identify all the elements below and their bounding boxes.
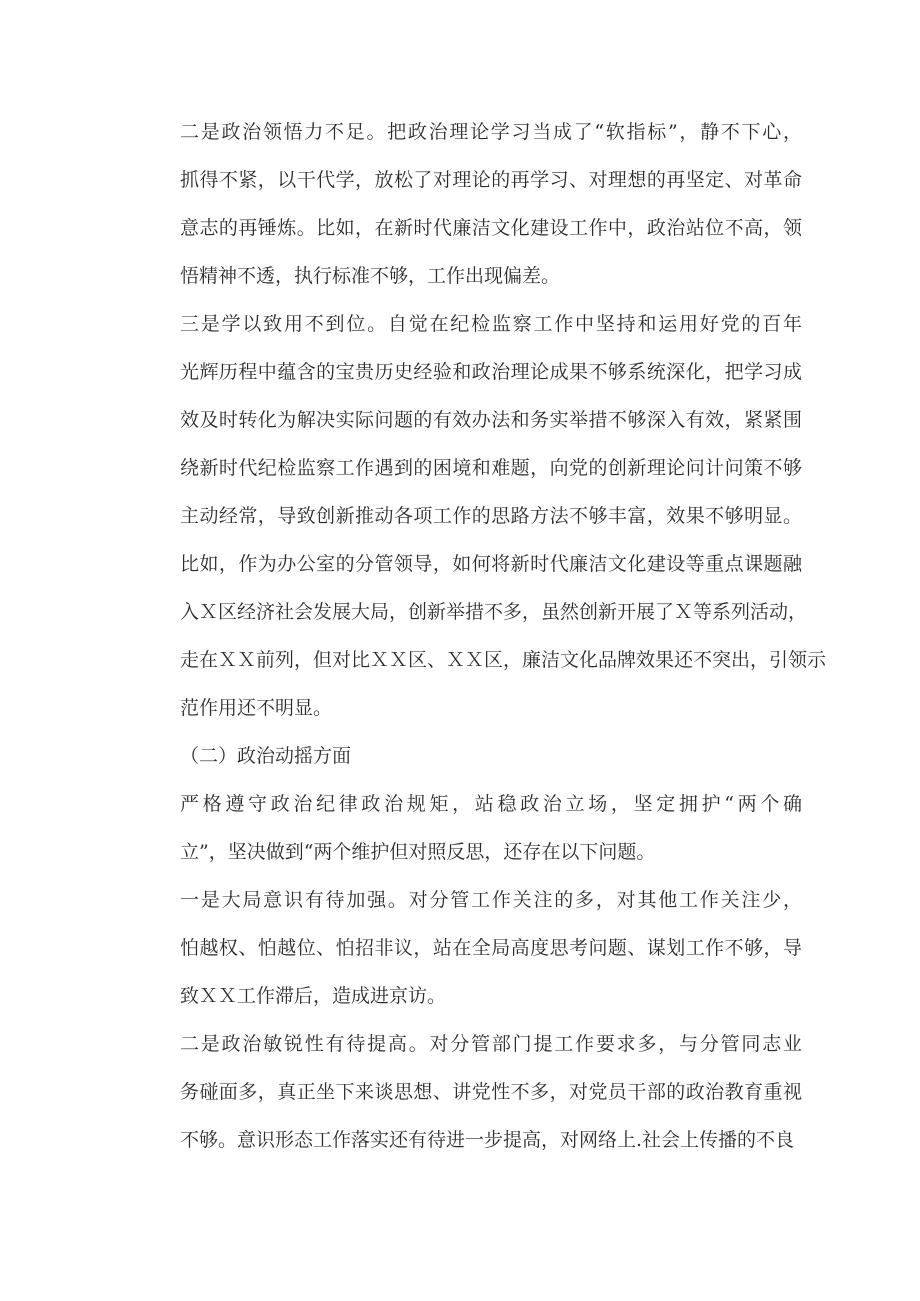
text-line: 绕新时代纪检监察工作遇到的困境和难题，向党的创新理论问计问策不够 — [180, 457, 802, 479]
paragraph — [142, 1020, 802, 1164]
text-line: 抓得不紧，以干代学，放松了对理论的再学习、对理想的再坚定、对革命 — [180, 169, 802, 191]
text-line: 入Ｘ区经济社会发展大局，创新举措不多，虽然创新开展了Ｘ等系列活动， — [180, 601, 808, 623]
text-line: 务碰面多，真正坐下来谈思想、讲党性不多，对党员干部的政治教育重视 — [180, 1081, 802, 1103]
text-line: 比如，作为办公室的分管领导，如何将新时代廉洁文化建设等重点课题融 — [180, 553, 802, 575]
text-line: 不够。意识形态工作落实还有待进一步提高，对网络上.社会上传播的不良 — [180, 1129, 795, 1151]
text-line: 走在ＸＸ前列，但对比ＸＸ区、ＸＸ区，廉洁文化品牌效果还不突出，引领示 — [180, 649, 827, 671]
text-line: 光辉历程中蕴含的宝贵历史经验和政治理论成果不够系统深化，把学习成 — [180, 361, 802, 383]
text-line: 悟精神不透，执行标准不够，工作出现偏差。 — [180, 265, 561, 287]
paragraph — [142, 780, 802, 876]
text-line: 严格遵守政治纪律政治规矩，站稳政治立场，坚定拥护“两个确 — [180, 793, 802, 815]
paragraph — [142, 300, 827, 732]
text-line: 怕越权、怕越位、怕招非议，站在全局高度思考问题、谋划工作不够，导 — [180, 937, 802, 959]
section-heading — [142, 732, 802, 780]
text-line: 致ＸＸ工作滞后，造成进京访。 — [180, 985, 447, 1007]
text-line: 范作用还不明显。 — [180, 697, 333, 719]
text-line: 三是学以致用不到位。自觉在纪检监察工作中坚持和运用好党的百年 — [180, 313, 802, 335]
text-line: 主动经常，导致创新推动各项工作的思路方法不够丰富，效果不够明显。 — [180, 505, 802, 527]
text-line: 效及时转化为解决实际问题的有效办法和务实举措不够深入有效，紧紧围 — [180, 409, 802, 431]
text-line: （二）政治动摇方面 — [180, 745, 352, 767]
document-body — [142, 108, 827, 1164]
text-line: 一是大局意识有待加强。对分管工作关注的多，对其他工作关注少， — [180, 889, 802, 911]
paragraph — [142, 876, 802, 1020]
text-line: 意志的再锤炼。比如，在新时代廉洁文化建设工作中，政治站位不高，领 — [180, 217, 802, 239]
text-line: 二是政治领悟力不足。把政治理论学习当成了“软指标”，静不下心， — [180, 121, 802, 143]
paragraph — [142, 108, 802, 300]
text-line: 立”，坚决做到“两个维护但对照反思，还存在以下问题。 — [180, 841, 656, 863]
text-line: 二是政治敏锐性有待提高。对分管部门提工作要求多，与分管同志业 — [180, 1033, 802, 1055]
